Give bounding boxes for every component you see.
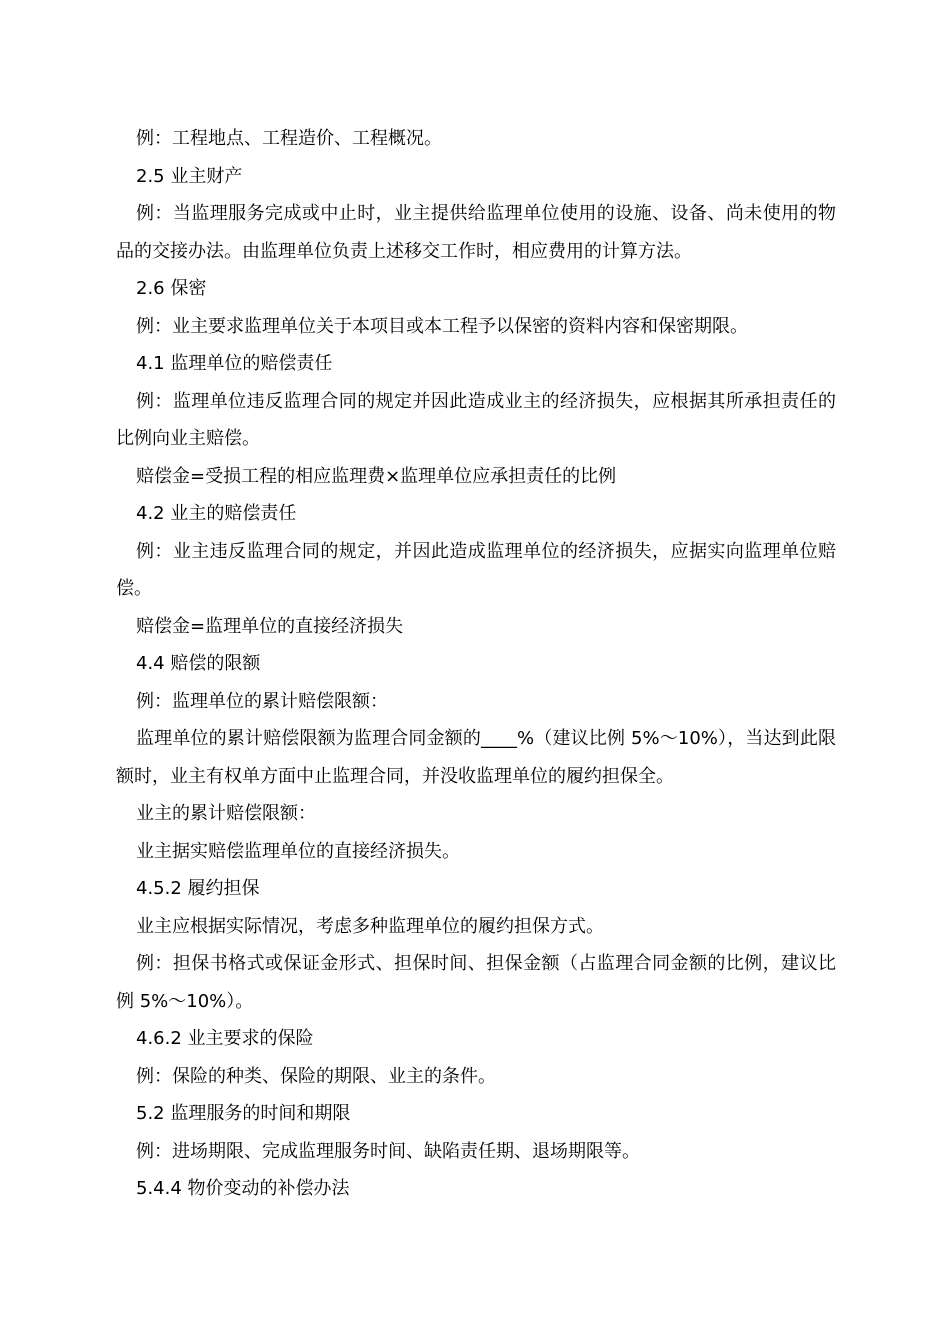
heading-2-5-owner-property: 2.5 业主财产 (136, 165, 243, 187)
heading-4-6-2-owner-insurance: 4.6.2 业主要求的保险 (136, 1028, 314, 1049)
paragraph-example-project-info: 例：工程地点、工程造价、工程概况。 (136, 128, 442, 149)
heading-2-6-confidentiality: 2.6 保密 (136, 278, 207, 299)
formula-owner-compensation: 赔偿金=监理单位的直接经济损失 (136, 615, 404, 637)
paragraph-example-guarantee: 例：担保书格式或保证金形式、担保时间、担保金额（占监理合同金额的比例，建议比例 5%～10%）。 (116, 953, 836, 1012)
paragraph-example-confidentiality: 例：业主要求监理单位关于本项目或本工程予以保密的资料内容和保密期限。 (136, 315, 748, 337)
heading-5-4-4-price-adjustment: 5.4.4 物价变动的补偿办法 (136, 1178, 350, 1199)
paragraph-example-supervisor-compensation: 例：监理单位违反监理合同的规定并因此造成业主的经济损失，应根据其所承担责任的比例向业主赔偿。 (116, 390, 836, 449)
heading-4-5-2-performance-guarantee: 4.5.2 履约担保 (136, 878, 260, 899)
paragraph-example-service-period: 例：进场期限、完成监理服务时间、缺陷责任期、退场期限等。 (136, 1140, 640, 1162)
document-body (116, 120, 836, 1208)
heading-4-1-supervisor-liability: 4.1 监理单位的赔偿责任 (136, 353, 333, 374)
heading-4-2-owner-liability: 4.2 业主的赔偿责任 (136, 503, 297, 524)
paragraph-owner-limit-detail: 业主据实赔偿监理单位的直接经济损失。 (136, 840, 460, 862)
paragraph-supervisor-limit-detail: 监理单位的累计赔偿限额为监理合同金额的____%（建议比例 5%～10%），当达到此限额时，业主有权单方面中止监理合同，并没收监理单位的履约担保全。 (116, 728, 836, 787)
paragraph-example-insurance: 例：保险的种类、保险的期限、业主的条件。 (136, 1065, 496, 1087)
paragraph-example-owner-compensation: 例：业主违反监理合同的规定，并因此造成监理单位的经济损失，应据实向监理单位赔偿。 (116, 540, 836, 599)
heading-5-2-service-period: 5.2 监理服务的时间和期限 (136, 1103, 351, 1124)
paragraph-owner-limit: 业主的累计赔偿限额： (136, 803, 316, 824)
paragraph-example-supervisor-limit: 例：监理单位的累计赔偿限额： (136, 690, 388, 712)
formula-supervisor-compensation: 赔偿金=受损工程的相应监理费×监理单位应承担责任的比例 (136, 465, 617, 487)
paragraph-guarantee-methods: 业主应根据实际情况，考虑多种监理单位的履约担保方式。 (136, 915, 604, 937)
paragraph-example-property-handover: 例：当监理服务完成或中止时，业主提供给监理单位使用的设施、设备、尚未使用的物品的交接办法。由监理单位负责上述移交工作时，相应费用的计算方法。 (116, 203, 836, 262)
heading-4-4-compensation-limit: 4.4 赔偿的限额 (136, 653, 261, 674)
